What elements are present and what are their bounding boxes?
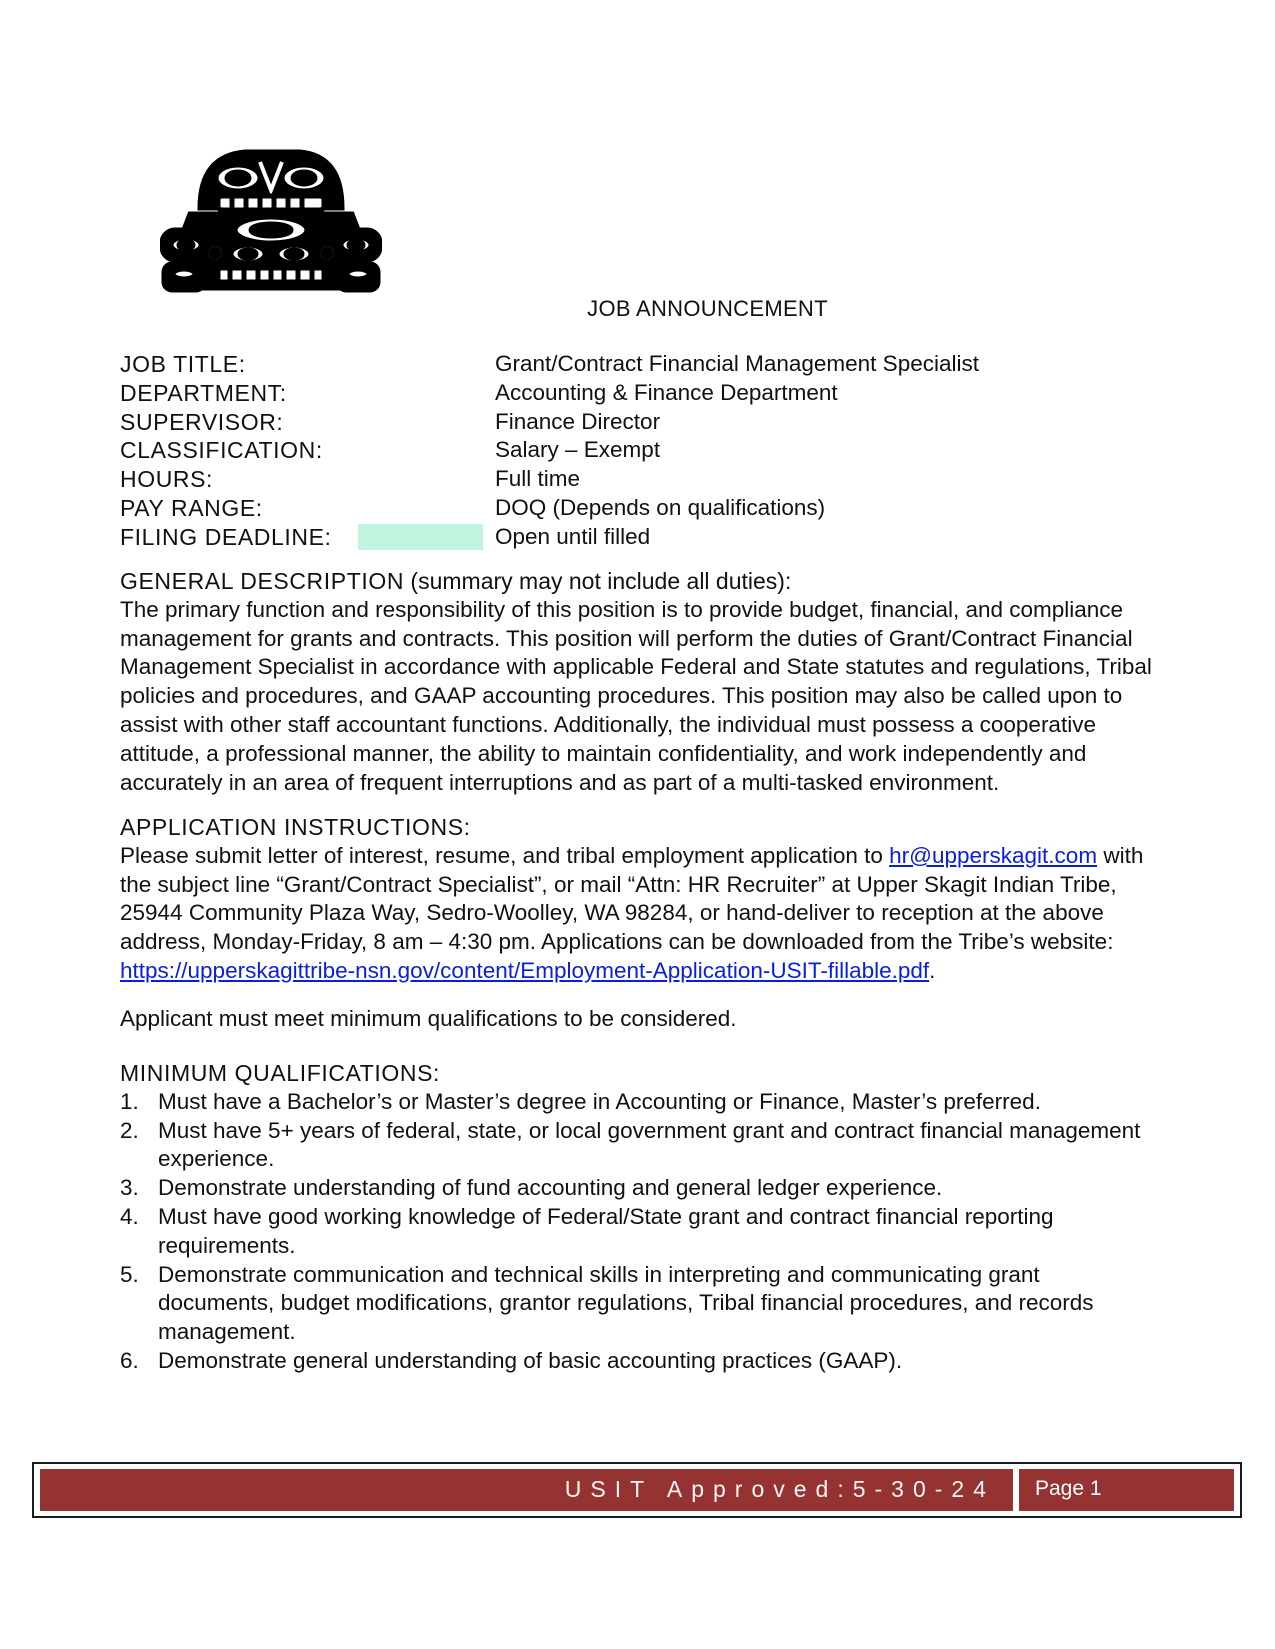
list-item-text: Must have a Bachelor’s or Master’s degree in Accounting or Finance, Master’s preferred. <box>158 1088 1041 1114</box>
footer-page-bar <box>1019 1469 1234 1511</box>
qualification-notice <box>120 1005 1160 1034</box>
field-value: DOQ (Depends on qualifications) <box>495 494 826 520</box>
footer-approval-bar <box>40 1469 1013 1511</box>
page-title-text: JOB ANNOUNCEMENT <box>587 296 828 321</box>
page-footer <box>32 1462 1242 1518</box>
field-label: HOURS: <box>120 466 214 493</box>
list-item-text: Must have 5+ years of federal, state, or local government grant and contract financial management experience. <box>158 1117 1141 1172</box>
section-heading-note: (summary may not include all duties): <box>404 568 792 594</box>
minimum-qualifications-section <box>120 1059 1160 1376</box>
section-heading-text: GENERAL DESCRIPTION <box>120 568 405 594</box>
field-hours <box>120 465 1120 494</box>
list-item-text: Must have good working knowledge of Federal/State grant and contract financial reporting requirements. <box>158 1203 1054 1258</box>
list-item <box>120 1347 1160 1376</box>
field-value: Salary – Exempt <box>495 437 661 463</box>
application-download-link[interactable]: https://upperskagittribe-nsn.gov/content/Employment-Application-USIT-fillable.pdf <box>120 957 930 983</box>
field-supervisor <box>120 408 1120 437</box>
qualification-notice-text: Applicant must meet minimum qualifications to be considered. <box>120 1006 737 1031</box>
email-link[interactable]: hr@upperskagit.com <box>889 842 1098 868</box>
section-heading <box>120 567 1160 596</box>
general-description-section <box>120 567 1160 797</box>
field-label: JOB TITLE: <box>120 351 246 377</box>
list-number: 5. <box>120 1261 139 1287</box>
list-number: 4. <box>120 1203 139 1229</box>
list-item <box>120 1261 1160 1347</box>
list-item <box>120 1117 1160 1175</box>
field-label: SUPERVISOR: <box>120 408 284 435</box>
list-item <box>120 1088 1160 1117</box>
list-item <box>120 1174 1160 1203</box>
field-value: Grant/Contract Financial Management Specialist <box>495 351 979 376</box>
application-instructions-section <box>120 813 1160 986</box>
field-pay-range <box>120 494 1120 523</box>
tribal-bear-crest-icon <box>160 148 382 296</box>
field-filing-deadline <box>120 523 1120 552</box>
field-label: CLASSIFICATION: <box>120 437 323 464</box>
field-label: PAY RANGE: <box>120 494 263 521</box>
field-value: Full time <box>495 466 581 492</box>
page-title <box>0 296 1275 322</box>
list-item-text: Demonstrate communication and technical skills in interpreting and communicating grant documents, budget modifications, grantor regulations, Tribal financial procedures, and records management. <box>158 1261 1094 1345</box>
general-description-body: The primary function and responsibility of this position is to provide budget, financial, and compliance management for grants and contracts. This position will perform the duties of Grant/Contract Financial Management Specialist in accordance with applicable Federal and State statutes and regulations, Tribal policies and procedures, and GAAP accounting procedures. This position may also be called upon to assist with other staff accountant functions. Additionally, the individual must possess a cooperative attitude, a professional manner, the ability to maintain confidentiality, and work independently and accurately in an area of frequent interruptions and as part of a multi-tasked environment. <box>120 596 1152 795</box>
list-number: 3. <box>120 1175 139 1201</box>
page-number: Page 1 <box>1035 1477 1102 1500</box>
field-job-title <box>120 350 1120 379</box>
field-classification <box>120 436 1120 465</box>
list-number: 1. <box>120 1088 139 1114</box>
section-heading: MINIMUM QUALIFICATIONS: <box>120 1060 441 1086</box>
list-number: 6. <box>120 1347 139 1373</box>
field-value: Open until filled <box>495 523 651 549</box>
field-department <box>120 379 1120 408</box>
field-value: Finance Director <box>495 408 661 434</box>
field-label: FILING DEADLINE: <box>120 523 332 550</box>
section-heading: APPLICATION INSTRUCTIONS: <box>120 814 471 840</box>
job-fields <box>120 350 1120 552</box>
field-label: DEPARTMENT: <box>120 379 287 406</box>
field-value: Accounting & Finance Department <box>495 379 838 405</box>
instructions-text: Please submit letter of interest, resume, and tribal employment application to <box>120 842 890 868</box>
approval-stamp: USIT Approved:5-30-24 <box>564 1476 995 1502</box>
deadline-highlight <box>358 524 483 550</box>
instructions-text: with the subject line “Grant/Contract Specialist”, or mail “Attn: HR Recruiter” at Upper Skagit Indian Tribe, 25944 Community Plaza Way, Sedro-Woolley, WA 98284, or hand-deliver to reception at the above address, Monday-Friday, 8 am – 4:30 pm. Applications can be downloaded from the Tribe’s website: <box>120 842 1144 955</box>
list-item-text: Demonstrate understanding of fund accounting and general ledger experience. <box>158 1175 943 1201</box>
list-number: 2. <box>120 1117 139 1143</box>
application-instructions-body <box>120 842 1160 986</box>
instructions-text: . <box>929 957 936 983</box>
list-item <box>120 1203 1160 1261</box>
qualifications-list <box>120 1088 1160 1376</box>
list-item-text: Demonstrate general understanding of basic accounting practices (GAAP). <box>158 1347 903 1373</box>
